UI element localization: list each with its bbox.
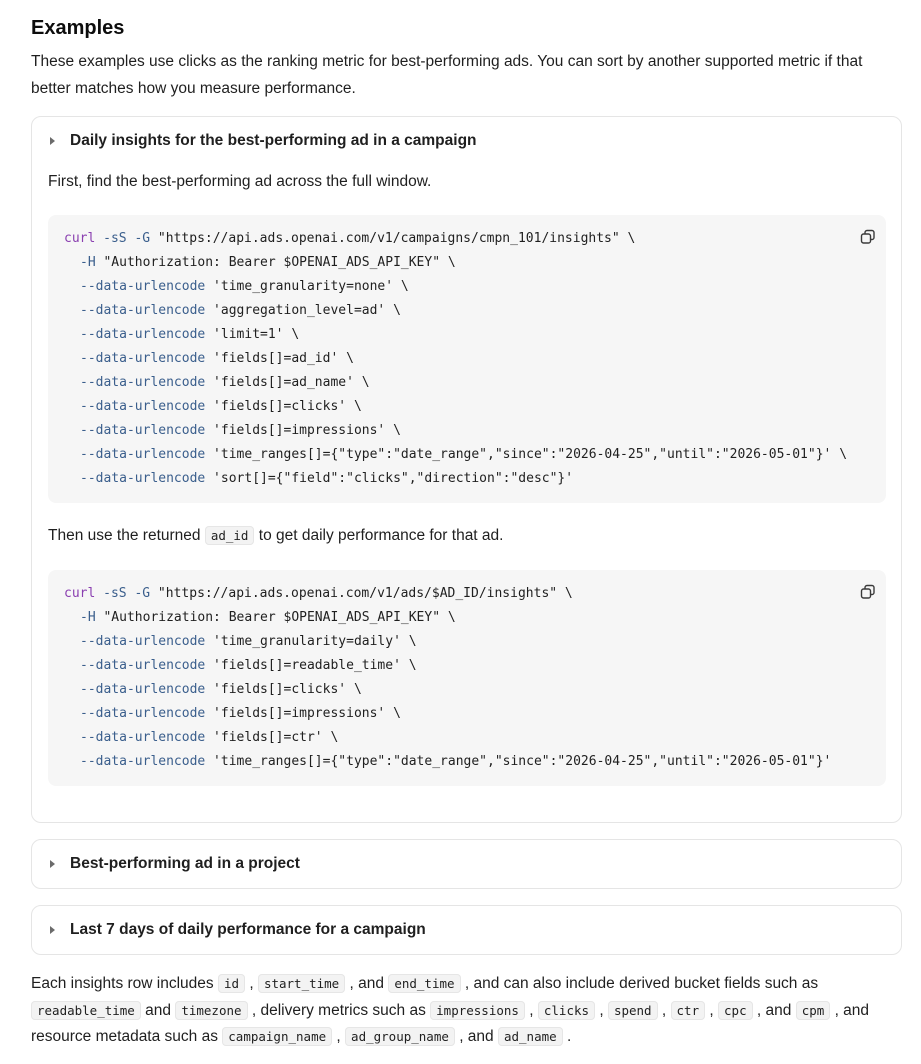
example-title: Daily insights for the best-performing ad in a campaign — [70, 131, 477, 149]
code-line — [64, 678, 870, 702]
code-flag: --data-urlencode — [80, 682, 206, 697]
example-title: Last 7 days of daily performance for a campaign — [70, 921, 426, 938]
code-text: 'limit=1' \ — [205, 327, 300, 342]
summary-fragment: and — [140, 1001, 176, 1019]
code-flag: --data-urlencode — [80, 471, 206, 486]
code-text: 'fields[]=impressions' \ — [205, 423, 401, 438]
summary-fragment: , — [245, 975, 258, 992]
code-line — [64, 347, 870, 371]
code-flag: -H — [80, 610, 96, 625]
code-text: 'sort[]={"field":"clicks","direction":"desc"}' — [205, 471, 574, 486]
code-line — [64, 702, 870, 726]
inline-code: ad_group_name — [345, 1027, 455, 1046]
code-text: "https://api.ads.openai.com/v1/ads/$AD_ID/insights" \ — [150, 586, 573, 601]
summary-fragment: , delivery metrics such as — [247, 1001, 431, 1019]
summary-fragment: , and — [752, 1001, 796, 1019]
code-line — [64, 750, 870, 774]
summary-fragment: , and — [345, 975, 389, 992]
inline-code: ctr — [671, 1001, 706, 1020]
code-text: 'time_ranges[]={"type":"date_range","since":"2026-04-25","until":"2026-05-01"}' \ — [205, 447, 848, 462]
summary-fragment: , — [705, 1001, 719, 1019]
code-text: 'fields[]=ad_id' \ — [205, 351, 354, 366]
code-text: 'fields[]=clicks' \ — [205, 399, 362, 414]
code-text: 'time_granularity=daily' \ — [205, 634, 417, 649]
copy-icon[interactable] — [860, 584, 876, 600]
code-line — [64, 582, 870, 606]
summary-fragment: , and can also include derived bucket fields such as — [460, 975, 819, 992]
code-flag: -sS -G — [95, 231, 151, 246]
code-line — [64, 371, 870, 395]
summary-fragment: , and — [454, 1028, 498, 1045]
inline-code: campaign_name — [222, 1027, 332, 1046]
code-line — [64, 227, 870, 251]
code-flag: -sS -G — [95, 586, 151, 601]
summary-fragment: , — [332, 1028, 346, 1045]
code-line — [64, 654, 870, 678]
code-flag: --data-urlencode — [80, 351, 206, 366]
example-title: Best-performing ad in a project — [70, 855, 300, 872]
code-text: 'aggregation_level=ad' \ — [205, 303, 401, 318]
summary-fragment: , — [657, 1001, 671, 1019]
inline-code: id — [218, 974, 245, 993]
code-flag: --data-urlencode — [80, 279, 206, 294]
summary-text — [31, 971, 902, 1051]
code-line — [64, 251, 870, 275]
code-line — [64, 299, 870, 323]
code-line — [64, 419, 870, 443]
caret-right-icon — [50, 137, 55, 145]
code-text: "Authorization: Bearer $OPENAI_ADS_API_KEY" \ — [95, 610, 456, 625]
inline-code: readable_time — [31, 1001, 141, 1020]
code-line — [64, 467, 870, 491]
example-toggle-campaign[interactable] — [32, 117, 901, 164]
code-line — [64, 606, 870, 630]
caret-right-icon — [50, 926, 55, 934]
inline-code: ad_id — [205, 526, 255, 545]
code-flag: --data-urlencode — [80, 706, 206, 721]
example-toggle-project[interactable] — [32, 840, 901, 888]
step1-text: First, find the best-performing ad across the full window. — [48, 173, 432, 190]
example-toggle-last-7-days[interactable] — [32, 906, 901, 954]
code-flag: --data-urlencode — [80, 447, 206, 462]
summary-fragment: , — [595, 1001, 608, 1019]
inline-code: ad_name — [498, 1027, 563, 1046]
example-card-last-7-days — [31, 905, 902, 955]
summary-fragment: Each insights row includes — [31, 975, 218, 992]
code-text: 'fields[]=impressions' \ — [205, 706, 401, 721]
code-text: "https://api.ads.openai.com/v1/campaigns/cmpn_101/insights" \ — [150, 231, 636, 246]
section-heading: Examples — [31, 17, 125, 39]
inline-code: end_time — [388, 974, 460, 993]
summary-fragment: . — [562, 1028, 572, 1045]
caret-right-icon — [50, 860, 55, 868]
code-block-daily-ad — [48, 570, 886, 786]
code-text: 'fields[]=clicks' \ — [205, 682, 362, 697]
code-text: 'fields[]=ctr' \ — [205, 730, 339, 745]
step2-text-post: to get daily performance for that ad. — [254, 527, 504, 544]
code-text: 'time_ranges[]={"type":"date_range","since":"2026-04-25","until":"2026-05-01"}' — [205, 754, 832, 769]
code-block-find-ad — [48, 215, 886, 503]
code-flag: --data-urlencode — [80, 730, 206, 745]
code-command: curl — [64, 231, 96, 246]
code-text: "Authorization: Bearer $OPENAI_ADS_API_KEY" \ — [95, 255, 456, 270]
code-flag: --data-urlencode — [80, 423, 206, 438]
code-line — [64, 630, 870, 654]
code-flag: --data-urlencode — [80, 375, 206, 390]
inline-code: clicks — [538, 1001, 595, 1020]
summary-fragment: , — [524, 1001, 538, 1019]
code-line — [64, 726, 870, 750]
code-text: 'fields[]=ad_name' \ — [205, 375, 370, 390]
summary-fragment: , and resource metadata such as — [31, 1001, 870, 1045]
code-flag: --data-urlencode — [80, 754, 206, 769]
inline-code: spend — [608, 1001, 658, 1020]
code-flag: --data-urlencode — [80, 658, 206, 673]
code-line — [64, 443, 870, 467]
inline-code: start_time — [258, 974, 345, 993]
code-flag: --data-urlencode — [80, 634, 206, 649]
step2-text — [48, 524, 503, 548]
code-line — [64, 275, 870, 299]
inline-code: timezone — [175, 1001, 247, 1020]
code-line — [64, 323, 870, 347]
inline-code: impressions — [430, 1001, 525, 1020]
copy-icon[interactable] — [860, 229, 876, 245]
code-line — [64, 395, 870, 419]
code-flag: --data-urlencode — [80, 303, 206, 318]
code-text: 'time_granularity=none' \ — [205, 279, 409, 294]
example-card-project — [31, 839, 902, 889]
code-flag: -H — [80, 255, 96, 270]
code-flag: --data-urlencode — [80, 399, 206, 414]
example-card-campaign — [31, 116, 902, 823]
code-command: curl — [64, 586, 96, 601]
code-flag: --data-urlencode — [80, 327, 206, 342]
inline-code: cpc — [718, 1001, 753, 1020]
code-text: 'fields[]=readable_time' \ — [205, 658, 417, 673]
inline-code: cpm — [796, 1001, 831, 1020]
step2-text-pre: Then use the returned — [48, 527, 205, 544]
intro-text: These examples use clicks as the ranking metric for best-performing ads. You can sort by another supported metric if that better matches how you measure performance. — [31, 53, 863, 97]
